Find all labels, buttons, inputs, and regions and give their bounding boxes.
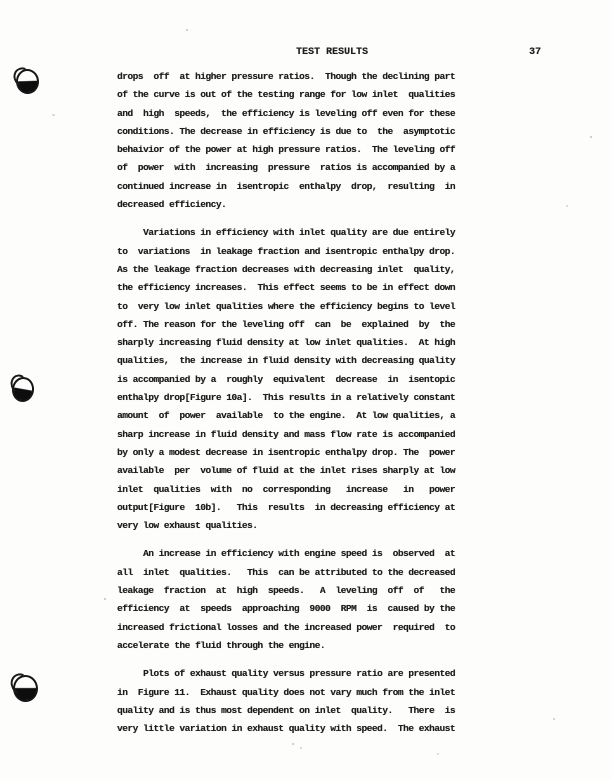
- scan-speck: [52, 114, 55, 116]
- text-line: Variations in efficiency with inlet quality are due entirely: [117, 227, 456, 239]
- scan-speck: [292, 743, 294, 745]
- text-line: by only a modest decrease in isentropic enthalpy drop. The power: [117, 446, 456, 458]
- text-line: increased frictional losses and the increased power required to: [117, 621, 456, 633]
- text-line: enthalpy drop[Figure 10a]. This results in a relatively constant: [117, 392, 456, 404]
- scan-speck: [372, 625, 374, 627]
- text-line: of the curve is out of the testing range for low inlet qualities: [117, 89, 456, 101]
- text-line: available per volume of fluid at the inlet rises sharply at low: [117, 465, 456, 477]
- text-line: very low exhaust qualities.: [117, 520, 258, 532]
- text-line: the efficiency increases. This effect seems to be in effect down: [117, 282, 456, 294]
- text-line: amount of power available to the engine. At low qualities, a: [117, 410, 456, 422]
- text-line: conditions. The decrease in efficiency is due to the asymptotic: [117, 125, 456, 137]
- text-line: drops off at higher pressure ratios. Though the declining part: [117, 71, 456, 82]
- text-line: very little variation in exhaust quality with speed. The exhaust: [117, 723, 456, 735]
- text-line: and high speeds, the efficiency is leveling off even for these: [117, 107, 456, 119]
- punch-hole-mark-middle: [11, 376, 36, 403]
- text-line: all inlet qualities. This can be attributed to the decreased: [117, 566, 456, 578]
- document-body: [117, 68, 477, 748]
- text-line: efficiency at speeds approaching 9000 RPM is caused by the: [117, 603, 456, 615]
- paragraph-2: [117, 224, 477, 535]
- punch-hole-mark-bottom: [12, 674, 38, 702]
- scan-speck: [300, 747, 302, 749]
- text-line: of power with increasing pressure ratios is accompanied by a: [117, 162, 456, 174]
- text-line: quality and is thus most dependent on inlet quality. There is: [117, 704, 456, 716]
- text-line: qualities, the increase in fluid density with decreasing quality: [117, 355, 456, 367]
- text-line: behaivior of the power at high pressure ratios. The leveling off: [117, 144, 456, 156]
- punch-hole-mark-top: [15, 68, 40, 95]
- page-title: TEST RESULTS: [296, 47, 369, 58]
- scan-speck: [553, 718, 555, 720]
- scan-speck: [398, 629, 400, 631]
- text-line: sharp increase in fluid density and mass flow rate is accompanied: [117, 428, 456, 440]
- text-line: inlet qualities with no corresponding increase in power: [117, 483, 456, 495]
- page-number: 37: [529, 47, 542, 58]
- paragraph-4: [117, 665, 477, 738]
- text-line: Plots of exhaust quality versus pressure ratio are presented: [117, 668, 456, 680]
- text-line: off. The reason for the leveling off can be explained by the: [117, 318, 456, 330]
- text-line: to very low inlet qualities where the efficiency begins to level: [117, 300, 456, 312]
- text-line: output[Figure 10b]. This results in decreasing efficiency at: [117, 501, 456, 513]
- text-line: to variations in leakage fraction and isentropic enthalpy drop.: [117, 245, 456, 257]
- text-line: continued increase in isentropic enthalpy drop, resulting in: [117, 180, 456, 192]
- scan-speck: [590, 136, 592, 138]
- text-line: An increase in efficiency with engine speed is observed at: [117, 548, 456, 560]
- text-line: in Figure 11. Exhaust quality does not vary much from the inlet: [117, 686, 456, 698]
- text-line: accelerate the fluid through the engine.: [117, 639, 326, 651]
- text-line: leakage fraction at high speeds. A leveling off of the: [117, 585, 456, 597]
- text-line: sharply increasing fluid density at low inlet qualities. At high: [117, 337, 456, 349]
- paragraph-1: [117, 68, 477, 214]
- paragraph-3: [117, 545, 477, 655]
- text-line: decreased efficiency.: [117, 199, 227, 211]
- scan-speck: [104, 598, 106, 600]
- text-line: As the leakage fraction decreases with decreasing inlet quality,: [117, 263, 456, 275]
- text-line: is accompanied by a roughly equivalent decrease in isentopic: [117, 373, 456, 385]
- scan-speck: [566, 205, 568, 207]
- scan-speck: [437, 753, 439, 755]
- scan-speck: [186, 29, 188, 31]
